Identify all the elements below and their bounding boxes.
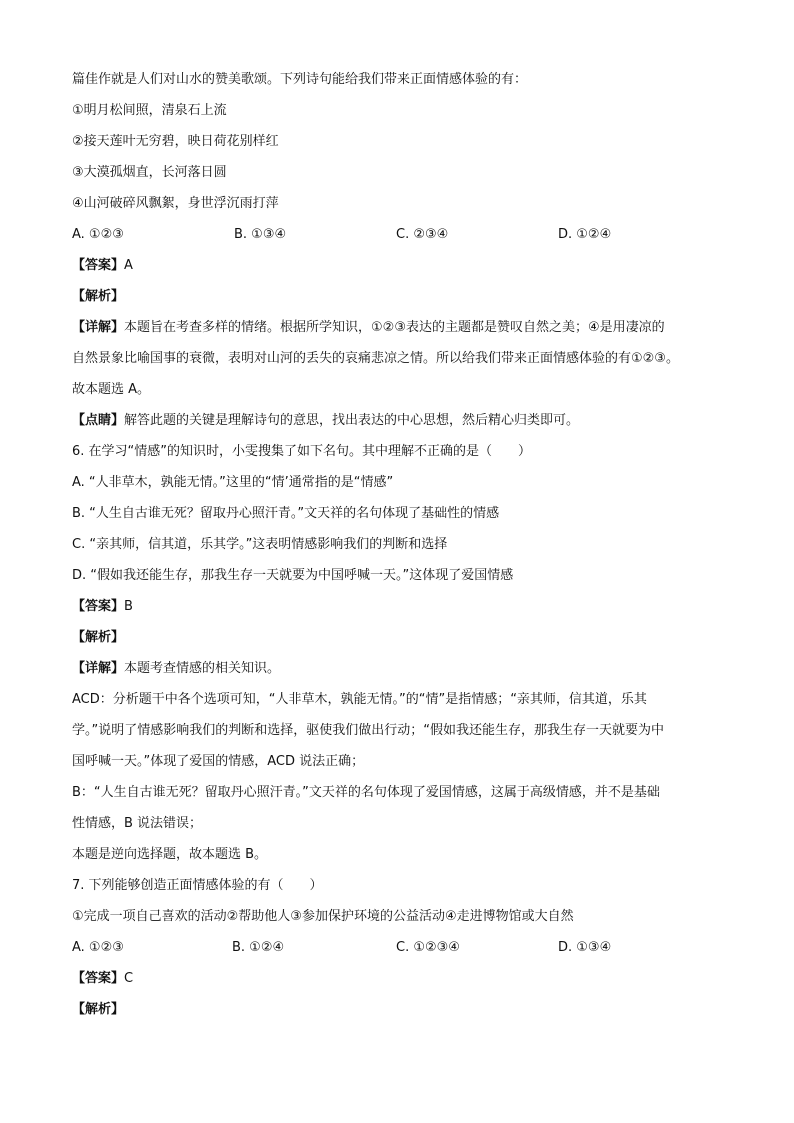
q5-option-c: C. ②③④	[396, 227, 449, 242]
q6-stem: 6. 在学习“情感”的知识时，小雯搜集了如下名句。其中理解不正确的是（ ）	[72, 444, 532, 459]
q6-option-a: A. “人非草木，孰能无情。”这里的“情’通常指的是“情感”	[72, 475, 394, 490]
q6-detail-line-1	[72, 653, 732, 684]
q5-option-a: A. ①②③	[72, 227, 124, 242]
q6-detail-line-2: ACD：分析题干中各个选项可知，“人非草木，孰能无情。”的“情”是指情感；“亲其师，信其道，乐其	[72, 692, 647, 707]
q6-answer-value: B	[124, 599, 133, 614]
q5-answer-label: 【答案】	[72, 258, 125, 273]
q7-option-d: D. ①③④	[558, 940, 612, 955]
q5-item-1: ①明月松间照，清泉石上流	[72, 103, 227, 118]
q6-answer	[72, 591, 732, 622]
q5-answer-value: A	[124, 258, 133, 273]
q7-answer-value: C	[124, 971, 134, 986]
q6-detail-line-4: 国呼喊一天。”体现了爱国的情感，ACD 说法正确；	[72, 754, 365, 769]
q7-option-b: B. ①②④	[232, 940, 285, 955]
q7-answer-label: 【答案】	[72, 971, 125, 986]
q5-detail-line-1	[72, 312, 732, 343]
q6-answer-label: 【答案】	[72, 599, 125, 614]
q6-option-d: D. “假如我还能生存，那我生存一天就要为中国呼喊一天。”这体现了爱国情感	[72, 568, 514, 583]
q5-option-d: D. ①②④	[558, 227, 612, 242]
q5-option-b: B. ①③④	[234, 227, 287, 242]
q5-item-4: ④山河破碎风飘絮，身世浮沉雨打萍	[72, 196, 279, 211]
q5-options	[72, 219, 732, 250]
q5-analysis-label: 【解析】	[72, 289, 125, 304]
q7-answer	[72, 963, 732, 994]
q5-tip-label: 【点睛】	[72, 413, 125, 428]
document-page	[72, 64, 732, 1025]
q5-item-2: ②接天莲叶无穷碧，映日荷花别样红	[72, 134, 279, 149]
q5-detail-line-2: 自然景象比喻国事的衰微，表明对山河的丢失的哀痛悲凉之情。所以给我们带来正面情感体验的有①②③。	[72, 351, 679, 366]
q6-detail-first: 本题考查情感的相关知识。	[124, 661, 281, 676]
q7-options	[72, 932, 732, 963]
q7-items: ①完成一项自己喜欢的活动②帮助他人③参加保护环境的公益活动④走进博物馆或大自然	[72, 909, 574, 924]
q5-tip	[72, 405, 732, 436]
q6-detail-line-5: B：“人生自古谁无死？留取丹心照汗青。”文天祥的名句体现了爱国情感，这属于高级情感，并不是基础	[72, 785, 660, 800]
q6-option-c: C. “亲其师，信其道，乐其学。”这表明情感影响我们的判断和选择	[72, 537, 448, 552]
q6-detail-line-7: 本题是逆向选择题，故本题选 B。	[72, 847, 268, 862]
q7-option-a: A. ①②③	[72, 940, 124, 955]
q5-detail-line-3: 故本题选 A。	[72, 382, 151, 397]
q5-tip-text: 解答此题的关键是理解诗句的意思，找出表达的中心思想，然后精心归类即可。	[124, 413, 580, 428]
q7-analysis-label: 【解析】	[72, 1002, 125, 1017]
q5-detail-label: 【详解】	[72, 320, 125, 335]
q6-detail-line-3: 学。”说明了情感影响我们的判断和选择，驱使我们做出行动；“假如我还能生存，那我生存一天就要为中	[72, 723, 664, 738]
q6-option-b: B. “人生自古谁无死？留取丹心照汗青。”文天祥的名句体现了基础性的情感	[72, 506, 500, 521]
q7-stem: 7. 下列能够创造正面情感体验的有（ ）	[72, 878, 323, 893]
q7-option-c: C. ①②③④	[396, 940, 460, 955]
q6-detail-label: 【详解】	[72, 661, 125, 676]
q6-analysis-label: 【解析】	[72, 630, 125, 645]
q5-detail-text-1: 本题旨在考查多样的情绪。根据所学知识，①②③表达的主题都是赞叹自然之美；④是用凄凉的	[124, 320, 665, 335]
q5-stem-tail: 篇佳作就是人们对山水的赞美歌颂。下列诗句能给我们带来正面情感体验的有：	[72, 72, 528, 87]
q5-item-3: ③大漠孤烟直，长河落日圆	[72, 165, 227, 180]
q6-detail-line-6: 性情感，B 说法错误；	[72, 816, 203, 831]
q5-answer	[72, 250, 732, 281]
